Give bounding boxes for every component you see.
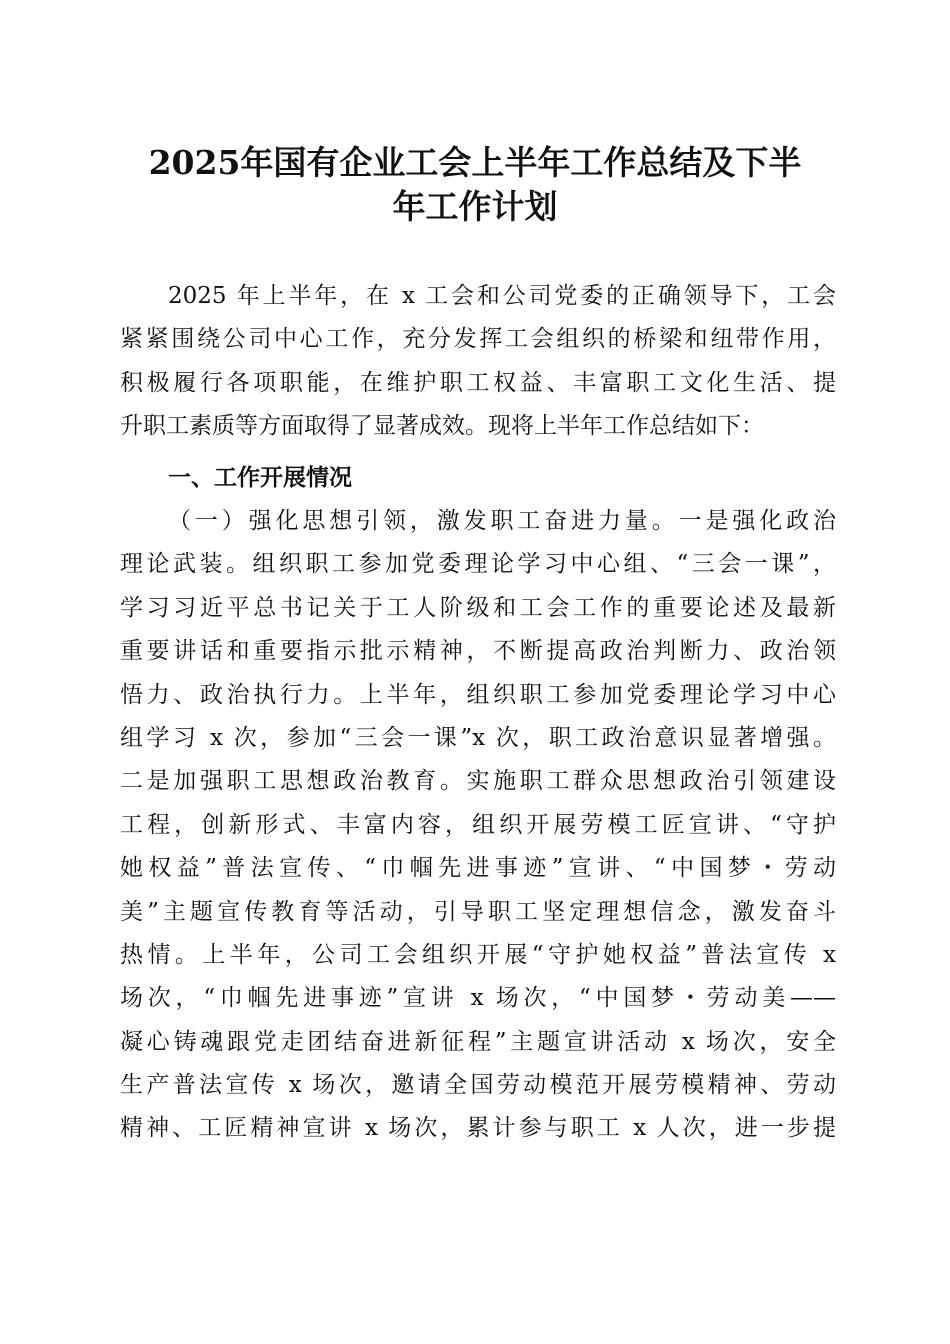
paragraph-line: 美”主题宣传教育等活动，引导职工坚定理想信念，激发奋斗: [120, 898, 836, 925]
paragraph-line: 升职工素质等方面取得了显著成效。现将上半年工作总结如下：: [120, 413, 764, 440]
document-title-line-1: 2025年国有企业工会上半年工作总结及下半: [148, 143, 802, 182]
paragraph-line: 工程，创新形式、丰富内容，组织开展劳模工匠宣讲、“守护: [120, 811, 836, 838]
paragraph-line: 重要讲话和重要指示批示精神，不断提高政治判断力、政治领: [120, 638, 836, 665]
section-heading: [120, 457, 836, 500]
paragraph-line: （一）强化思想引领，激发职工奋进力量。一是强化政治: [168, 508, 836, 534]
paragraph-line: 2025 年上半年，在 x 工会和公司党委的正确领导下，工会: [168, 283, 836, 309]
paragraph-line: 生产普法宣传 x 场次，邀请全国劳动模范开展劳模精神、劳动: [120, 1072, 836, 1099]
paragraph-line: 理论武装。组织职工参加党委理论学习中心组、“三会一课”，: [120, 551, 836, 578]
paragraph-line: 学习习近平总书记关于工人阶级和工会工作的重要论述及最新: [120, 594, 836, 621]
section-heading-text: 一、工作开展情况: [168, 465, 352, 491]
paragraph-line: 凝心铸魂跟党走团结奋进新征程”主题宣讲活动 x 场次，安全: [120, 1028, 836, 1055]
paragraph-line: 二是加强职工思想政治教育。实施职工群众思想政治引领建设: [120, 768, 836, 795]
paragraph-line: 组学习 x 次，参加“三会一课”x 次，职工政治意识显著增强。: [120, 724, 836, 751]
paragraph-line: 热情。上半年，公司工会组织开展“守护她权益”普法宣传 x: [120, 941, 836, 968]
intro-paragraph: [120, 275, 836, 449]
document-title-line-2: 年工作计划: [392, 187, 558, 226]
section-paragraph: [120, 500, 836, 1151]
paragraph-line: 场次，“巾帼先进事迹”宣讲 x 场次，“中国梦・劳动美——: [120, 985, 836, 1012]
paragraph-line: 悟力、政治执行力。上半年，组织职工参加党委理论学习中心: [120, 681, 836, 708]
paragraph-line: 紧紧围绕公司中心工作，充分发挥工会组织的桥梁和纽带作用，: [120, 326, 836, 353]
paragraph-line: 积极履行各项职能，在维护职工权益、丰富职工文化生活、提: [120, 369, 836, 396]
paragraph-line: 她权益”普法宣传、“巾帼先进事迹”宣讲、“中国梦・劳动: [120, 855, 836, 882]
paragraph-line: 精神、工匠精神宣讲 x 场次，累计参与职工 x 人次，进一步提: [120, 1115, 836, 1142]
